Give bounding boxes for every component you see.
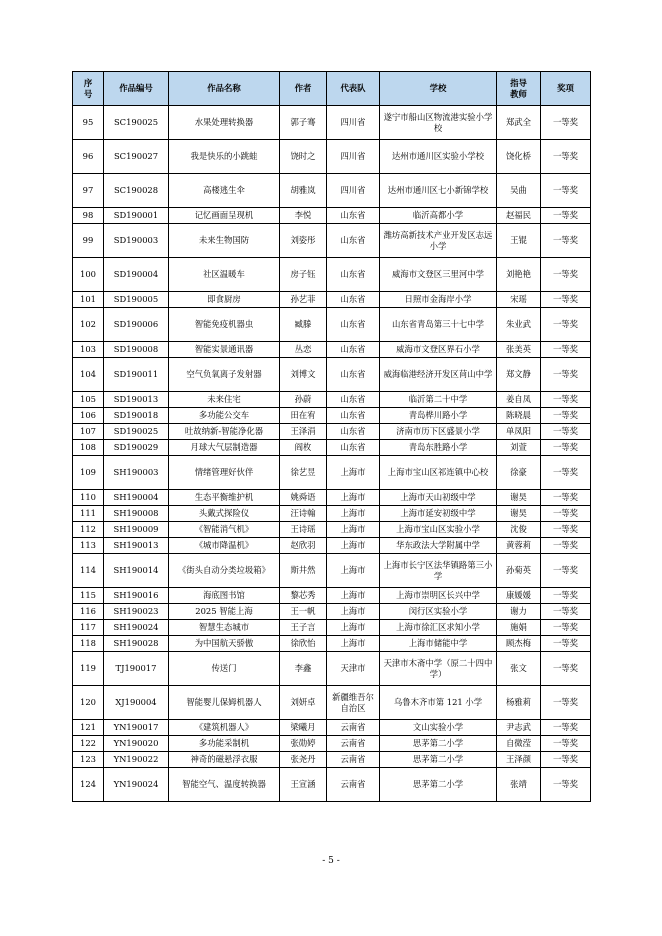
cell-award: 一等奖 bbox=[541, 174, 591, 208]
cell-team: 天津市 bbox=[327, 652, 380, 686]
cell-school: 上海市储能中学 bbox=[380, 636, 497, 652]
cell-author: 李鑫 bbox=[280, 652, 327, 686]
cell-work-id: SH190024 bbox=[104, 620, 169, 636]
cell-work-id: YN190020 bbox=[104, 736, 169, 752]
cell-work-id: SH190023 bbox=[104, 604, 169, 620]
cell-team: 山东省 bbox=[327, 358, 380, 392]
table-row bbox=[73, 604, 591, 620]
cell-school: 日照市金海岸小学 bbox=[380, 292, 497, 308]
cell-team: 山东省 bbox=[327, 208, 380, 224]
cell-teacher: 谢力 bbox=[497, 604, 541, 620]
table-row bbox=[73, 424, 591, 440]
cell-teacher: 王锟 bbox=[497, 224, 541, 258]
cell-team: 山东省 bbox=[327, 440, 380, 456]
cell-author: 丛恋 bbox=[280, 342, 327, 358]
cell-school: 威海市文登区三里河中学 bbox=[380, 258, 497, 292]
cell-teacher: 尹志武 bbox=[497, 720, 541, 736]
cell-school: 青岛桦川路小学 bbox=[380, 408, 497, 424]
cell-work-name: 传送门 bbox=[169, 652, 280, 686]
cell-team: 山东省 bbox=[327, 424, 380, 440]
cell-work-name: 智能实景通讯器 bbox=[169, 342, 280, 358]
cell-award: 一等奖 bbox=[541, 652, 591, 686]
cell-author: 徐艺昱 bbox=[280, 456, 327, 490]
table-row bbox=[73, 342, 591, 358]
cell-award: 一等奖 bbox=[541, 720, 591, 736]
cell-team: 上海市 bbox=[327, 636, 380, 652]
cell-author: 刘姿彤 bbox=[280, 224, 327, 258]
header-school: 学校 bbox=[380, 72, 497, 106]
cell-award: 一等奖 bbox=[541, 224, 591, 258]
cell-index: 105 bbox=[73, 392, 104, 408]
cell-team: 云南省 bbox=[327, 736, 380, 752]
cell-school: 思茅第二小学 bbox=[380, 736, 497, 752]
cell-school: 济南市历下区盛景小学 bbox=[380, 424, 497, 440]
cell-work-name: 《智能消气机》 bbox=[169, 522, 280, 538]
table-row bbox=[73, 308, 591, 342]
cell-award: 一等奖 bbox=[541, 490, 591, 506]
cell-author: 徐欣怡 bbox=[280, 636, 327, 652]
cell-work-name: 《城市降温机》 bbox=[169, 538, 280, 554]
cell-team: 山东省 bbox=[327, 258, 380, 292]
cell-work-id: SD190029 bbox=[104, 440, 169, 456]
table-row bbox=[73, 506, 591, 522]
cell-index: 103 bbox=[73, 342, 104, 358]
cell-author: 张尧丹 bbox=[280, 752, 327, 768]
cell-school: 山东省青岛第三十七中学 bbox=[380, 308, 497, 342]
cell-index: 96 bbox=[73, 140, 104, 174]
table-row bbox=[73, 636, 591, 652]
cell-award: 一等奖 bbox=[541, 392, 591, 408]
cell-award: 一等奖 bbox=[541, 752, 591, 768]
cell-work-name: 头戴式探险仪 bbox=[169, 506, 280, 522]
cell-index: 116 bbox=[73, 604, 104, 620]
cell-author: 胡雅岚 bbox=[280, 174, 327, 208]
cell-team: 山东省 bbox=[327, 408, 380, 424]
cell-work-id: SC190027 bbox=[104, 140, 169, 174]
cell-team: 四川省 bbox=[327, 140, 380, 174]
table-row bbox=[73, 736, 591, 752]
cell-teacher: 杨雅莉 bbox=[497, 686, 541, 720]
cell-work-id: SD190013 bbox=[104, 392, 169, 408]
cell-school: 临沂高都小学 bbox=[380, 208, 497, 224]
cell-school: 临沂第二十中学 bbox=[380, 392, 497, 408]
cell-teacher: 自微滢 bbox=[497, 736, 541, 752]
cell-team: 云南省 bbox=[327, 752, 380, 768]
cell-award: 一等奖 bbox=[541, 140, 591, 174]
table-row bbox=[73, 768, 591, 802]
header-team: 代表队 bbox=[327, 72, 380, 106]
cell-work-id: SD190004 bbox=[104, 258, 169, 292]
cell-teacher: 顾杰梅 bbox=[497, 636, 541, 652]
cell-team: 四川省 bbox=[327, 174, 380, 208]
award-table-container bbox=[72, 71, 590, 802]
cell-work-name: 空气负氧离子发射器 bbox=[169, 358, 280, 392]
cell-teacher: 朱业武 bbox=[497, 308, 541, 342]
cell-teacher: 刘萱 bbox=[497, 440, 541, 456]
header-award: 奖项 bbox=[541, 72, 591, 106]
cell-work-name: 吐故纳新-智能净化器 bbox=[169, 424, 280, 440]
cell-index: 119 bbox=[73, 652, 104, 686]
cell-index: 98 bbox=[73, 208, 104, 224]
cell-work-name: 未来住宅 bbox=[169, 392, 280, 408]
cell-teacher: 赵福民 bbox=[497, 208, 541, 224]
cell-work-name: 智能婴儿保姆机器人 bbox=[169, 686, 280, 720]
cell-team: 山东省 bbox=[327, 292, 380, 308]
cell-award: 一等奖 bbox=[541, 636, 591, 652]
cell-work-name: 社区温暖车 bbox=[169, 258, 280, 292]
cell-school: 乌鲁木齐市第 121 小学 bbox=[380, 686, 497, 720]
cell-work-id: SD190001 bbox=[104, 208, 169, 224]
cell-author: 刘妍卓 bbox=[280, 686, 327, 720]
table-row bbox=[73, 358, 591, 392]
cell-school: 上海市徐汇区求知小学 bbox=[380, 620, 497, 636]
cell-author: 黎芯秀 bbox=[280, 588, 327, 604]
cell-author: 赵欣羽 bbox=[280, 538, 327, 554]
cell-work-id: SC190025 bbox=[104, 106, 169, 140]
cell-team: 上海市 bbox=[327, 490, 380, 506]
cell-work-id: SH190004 bbox=[104, 490, 169, 506]
cell-work-name: 《街头自动分类垃圾箱》 bbox=[169, 554, 280, 588]
cell-index: 108 bbox=[73, 440, 104, 456]
cell-work-id: YN190024 bbox=[104, 768, 169, 802]
header-author: 作者 bbox=[280, 72, 327, 106]
cell-award: 一等奖 bbox=[541, 292, 591, 308]
cell-index: 109 bbox=[73, 456, 104, 490]
cell-school: 遂宁市船山区物流港实验小学校 bbox=[380, 106, 497, 140]
cell-award: 一等奖 bbox=[541, 506, 591, 522]
cell-author: 梁曦月 bbox=[280, 720, 327, 736]
cell-work-id: SD190005 bbox=[104, 292, 169, 308]
header-teacher: 指导 教师 bbox=[497, 72, 541, 106]
table-row bbox=[73, 522, 591, 538]
table-header-row bbox=[73, 72, 591, 106]
cell-award: 一等奖 bbox=[541, 106, 591, 140]
cell-teacher: 王泽颜 bbox=[497, 752, 541, 768]
cell-index: 99 bbox=[73, 224, 104, 258]
table-row bbox=[73, 652, 591, 686]
cell-work-name: 水果处理转换器 bbox=[169, 106, 280, 140]
cell-team: 上海市 bbox=[327, 538, 380, 554]
table-body bbox=[73, 106, 591, 802]
cell-teacher: 单凤阳 bbox=[497, 424, 541, 440]
cell-award: 一等奖 bbox=[541, 358, 591, 392]
cell-team: 上海市 bbox=[327, 554, 380, 588]
cell-teacher: 沈俊 bbox=[497, 522, 541, 538]
cell-school: 天津市木斋中学（原二十四中学） bbox=[380, 652, 497, 686]
cell-work-name: 为中国航天骄傲 bbox=[169, 636, 280, 652]
cell-team: 山东省 bbox=[327, 392, 380, 408]
cell-team: 山东省 bbox=[327, 224, 380, 258]
cell-teacher: 刘艳艳 bbox=[497, 258, 541, 292]
cell-work-name: 神奇的磁悬浮衣服 bbox=[169, 752, 280, 768]
table-row bbox=[73, 490, 591, 506]
cell-index: 110 bbox=[73, 490, 104, 506]
cell-author: 王泽涓 bbox=[280, 424, 327, 440]
cell-team: 山东省 bbox=[327, 342, 380, 358]
cell-work-name: 我是快乐的小跳蛙 bbox=[169, 140, 280, 174]
cell-work-name: 记忆画面呈现机 bbox=[169, 208, 280, 224]
cell-index: 117 bbox=[73, 620, 104, 636]
table-row bbox=[73, 224, 591, 258]
cell-award: 一等奖 bbox=[541, 620, 591, 636]
cell-index: 115 bbox=[73, 588, 104, 604]
cell-award: 一等奖 bbox=[541, 440, 591, 456]
cell-author: 汪诗翰 bbox=[280, 506, 327, 522]
cell-author: 郭子骞 bbox=[280, 106, 327, 140]
cell-work-name: 智能免疫机器虫 bbox=[169, 308, 280, 342]
table-row bbox=[73, 620, 591, 636]
cell-team: 云南省 bbox=[327, 720, 380, 736]
cell-team: 新疆维吾尔自治区 bbox=[327, 686, 380, 720]
cell-teacher: 陈晓晨 bbox=[497, 408, 541, 424]
cell-author: 田在宥 bbox=[280, 408, 327, 424]
cell-teacher: 谢昊 bbox=[497, 490, 541, 506]
cell-author: 房子钰 bbox=[280, 258, 327, 292]
cell-work-id: SH190028 bbox=[104, 636, 169, 652]
cell-work-id: YN190017 bbox=[104, 720, 169, 736]
cell-award: 一等奖 bbox=[541, 522, 591, 538]
cell-work-name: 高楼逃生伞 bbox=[169, 174, 280, 208]
cell-award: 一等奖 bbox=[541, 342, 591, 358]
cell-index: 112 bbox=[73, 522, 104, 538]
cell-index: 95 bbox=[73, 106, 104, 140]
table-row bbox=[73, 292, 591, 308]
cell-teacher: 谢昊 bbox=[497, 506, 541, 522]
cell-author: 饶时之 bbox=[280, 140, 327, 174]
header-work-name: 作品名称 bbox=[169, 72, 280, 106]
award-table bbox=[72, 71, 591, 802]
cell-award: 一等奖 bbox=[541, 554, 591, 588]
cell-author: 王诗瑶 bbox=[280, 522, 327, 538]
cell-author: 斯井然 bbox=[280, 554, 327, 588]
cell-author: 王一帆 bbox=[280, 604, 327, 620]
cell-teacher: 张文 bbox=[497, 652, 541, 686]
cell-work-id: SH190014 bbox=[104, 554, 169, 588]
cell-award: 一等奖 bbox=[541, 588, 591, 604]
cell-work-id: XJ190004 bbox=[104, 686, 169, 720]
cell-index: 97 bbox=[73, 174, 104, 208]
cell-teacher: 宋瑶 bbox=[497, 292, 541, 308]
cell-school: 华东政法大学附属中学 bbox=[380, 538, 497, 554]
cell-teacher: 孙菊英 bbox=[497, 554, 541, 588]
cell-teacher: 张美英 bbox=[497, 342, 541, 358]
cell-author: 王子言 bbox=[280, 620, 327, 636]
cell-work-id: SD190003 bbox=[104, 224, 169, 258]
cell-work-name: 《建筑机器人》 bbox=[169, 720, 280, 736]
cell-school: 上海市崇明区长兴中学 bbox=[380, 588, 497, 604]
cell-school: 上海市宝山区祁连镇中心校 bbox=[380, 456, 497, 490]
cell-teacher: 郑武全 bbox=[497, 106, 541, 140]
cell-award: 一等奖 bbox=[541, 208, 591, 224]
cell-index: 120 bbox=[73, 686, 104, 720]
cell-school: 达州市通川区七小新锦学校 bbox=[380, 174, 497, 208]
cell-author: 阎枚 bbox=[280, 440, 327, 456]
cell-work-name: 智能空气、温度转换器 bbox=[169, 768, 280, 802]
cell-index: 114 bbox=[73, 554, 104, 588]
cell-award: 一等奖 bbox=[541, 258, 591, 292]
cell-team: 上海市 bbox=[327, 456, 380, 490]
cell-author: 孙蔚 bbox=[280, 392, 327, 408]
cell-school: 上海市延安初级中学 bbox=[380, 506, 497, 522]
cell-work-name: 情绪管理好伙伴 bbox=[169, 456, 280, 490]
cell-author: 王宣涵 bbox=[280, 768, 327, 802]
table-row bbox=[73, 140, 591, 174]
table-row bbox=[73, 174, 591, 208]
cell-work-id: SH190008 bbox=[104, 506, 169, 522]
cell-team: 云南省 bbox=[327, 768, 380, 802]
header-index: 序 号 bbox=[73, 72, 104, 106]
cell-school: 上海市长宁区法华镇路第三小学 bbox=[380, 554, 497, 588]
cell-award: 一等奖 bbox=[541, 456, 591, 490]
cell-teacher: 黄蓉莉 bbox=[497, 538, 541, 554]
cell-school: 潍坊高新技术产业开发区志远小学 bbox=[380, 224, 497, 258]
cell-teacher: 郑文静 bbox=[497, 358, 541, 392]
cell-index: 100 bbox=[73, 258, 104, 292]
cell-work-name: 多功能公交车 bbox=[169, 408, 280, 424]
cell-work-name: 生态平衡维护机 bbox=[169, 490, 280, 506]
cell-index: 121 bbox=[73, 720, 104, 736]
cell-author: 张勋婷 bbox=[280, 736, 327, 752]
cell-index: 102 bbox=[73, 308, 104, 342]
cell-team: 上海市 bbox=[327, 588, 380, 604]
cell-work-id: SH190003 bbox=[104, 456, 169, 490]
table-row bbox=[73, 752, 591, 768]
table-row bbox=[73, 106, 591, 140]
cell-work-id: SD190018 bbox=[104, 408, 169, 424]
cell-school: 威海市文登区界石小学 bbox=[380, 342, 497, 358]
cell-school: 威海临港经济开发区苘山中学 bbox=[380, 358, 497, 392]
header-work-id: 作品编号 bbox=[104, 72, 169, 106]
cell-index: 111 bbox=[73, 506, 104, 522]
cell-award: 一等奖 bbox=[541, 686, 591, 720]
cell-author: 孙艺菲 bbox=[280, 292, 327, 308]
cell-teacher: 康媛媛 bbox=[497, 588, 541, 604]
cell-teacher: 饶化桥 bbox=[497, 140, 541, 174]
cell-award: 一等奖 bbox=[541, 736, 591, 752]
cell-index: 118 bbox=[73, 636, 104, 652]
cell-work-name: 即食厨房 bbox=[169, 292, 280, 308]
cell-work-name: 多功能采制机 bbox=[169, 736, 280, 752]
cell-school: 文山实验小学 bbox=[380, 720, 497, 736]
cell-work-id: YN190022 bbox=[104, 752, 169, 768]
cell-work-name: 2025 智能上海 bbox=[169, 604, 280, 620]
cell-teacher: 徐豪 bbox=[497, 456, 541, 490]
cell-index: 107 bbox=[73, 424, 104, 440]
cell-work-name: 月球大气层制造器 bbox=[169, 440, 280, 456]
cell-school: 青岛东胜路小学 bbox=[380, 440, 497, 456]
cell-work-id: SH190016 bbox=[104, 588, 169, 604]
cell-team: 上海市 bbox=[327, 506, 380, 522]
cell-team: 上海市 bbox=[327, 620, 380, 636]
table-row bbox=[73, 720, 591, 736]
cell-index: 104 bbox=[73, 358, 104, 392]
cell-school: 闵行区实验小学 bbox=[380, 604, 497, 620]
cell-author: 臧滕 bbox=[280, 308, 327, 342]
cell-work-id: SH190009 bbox=[104, 522, 169, 538]
cell-work-id: SD190025 bbox=[104, 424, 169, 440]
page-number: - 5 - bbox=[322, 856, 340, 866]
cell-award: 一等奖 bbox=[541, 768, 591, 802]
cell-award: 一等奖 bbox=[541, 424, 591, 440]
cell-index: 101 bbox=[73, 292, 104, 308]
cell-work-id: SH190013 bbox=[104, 538, 169, 554]
cell-school: 上海市天山初级中学 bbox=[380, 490, 497, 506]
cell-team: 山东省 bbox=[327, 308, 380, 342]
table-row bbox=[73, 456, 591, 490]
cell-teacher: 姜自凤 bbox=[497, 392, 541, 408]
cell-award: 一等奖 bbox=[541, 408, 591, 424]
cell-school: 上海市宝山区实验小学 bbox=[380, 522, 497, 538]
cell-award: 一等奖 bbox=[541, 604, 591, 620]
cell-work-id: SC190028 bbox=[104, 174, 169, 208]
cell-award: 一等奖 bbox=[541, 538, 591, 554]
table-row bbox=[73, 392, 591, 408]
cell-work-name: 海底图书馆 bbox=[169, 588, 280, 604]
cell-work-name: 智慧生态城市 bbox=[169, 620, 280, 636]
cell-teacher: 施娟 bbox=[497, 620, 541, 636]
cell-school: 达州市通川区实验小学校 bbox=[380, 140, 497, 174]
cell-school: 思茅第二小学 bbox=[380, 752, 497, 768]
cell-work-id: SD190006 bbox=[104, 308, 169, 342]
cell-author: 李悦 bbox=[280, 208, 327, 224]
cell-work-name: 未来生物国防 bbox=[169, 224, 280, 258]
cell-award: 一等奖 bbox=[541, 308, 591, 342]
cell-school: 思茅第二小学 bbox=[380, 768, 497, 802]
cell-index: 123 bbox=[73, 752, 104, 768]
table-row bbox=[73, 588, 591, 604]
cell-team: 上海市 bbox=[327, 522, 380, 538]
table-row bbox=[73, 258, 591, 292]
cell-index: 106 bbox=[73, 408, 104, 424]
cell-team: 四川省 bbox=[327, 106, 380, 140]
cell-team: 上海市 bbox=[327, 604, 380, 620]
cell-index: 122 bbox=[73, 736, 104, 752]
table-row bbox=[73, 686, 591, 720]
table-row bbox=[73, 208, 591, 224]
cell-index: 124 bbox=[73, 768, 104, 802]
cell-author: 姚舜语 bbox=[280, 490, 327, 506]
cell-teacher: 张靖 bbox=[497, 768, 541, 802]
cell-author: 刘博文 bbox=[280, 358, 327, 392]
cell-teacher: 吴曲 bbox=[497, 174, 541, 208]
table-row bbox=[73, 554, 591, 588]
cell-index: 113 bbox=[73, 538, 104, 554]
cell-work-id: SD190011 bbox=[104, 358, 169, 392]
cell-work-id: TJ190017 bbox=[104, 652, 169, 686]
table-row bbox=[73, 440, 591, 456]
table-row bbox=[73, 408, 591, 424]
table-row bbox=[73, 538, 591, 554]
cell-work-id: SD190008 bbox=[104, 342, 169, 358]
